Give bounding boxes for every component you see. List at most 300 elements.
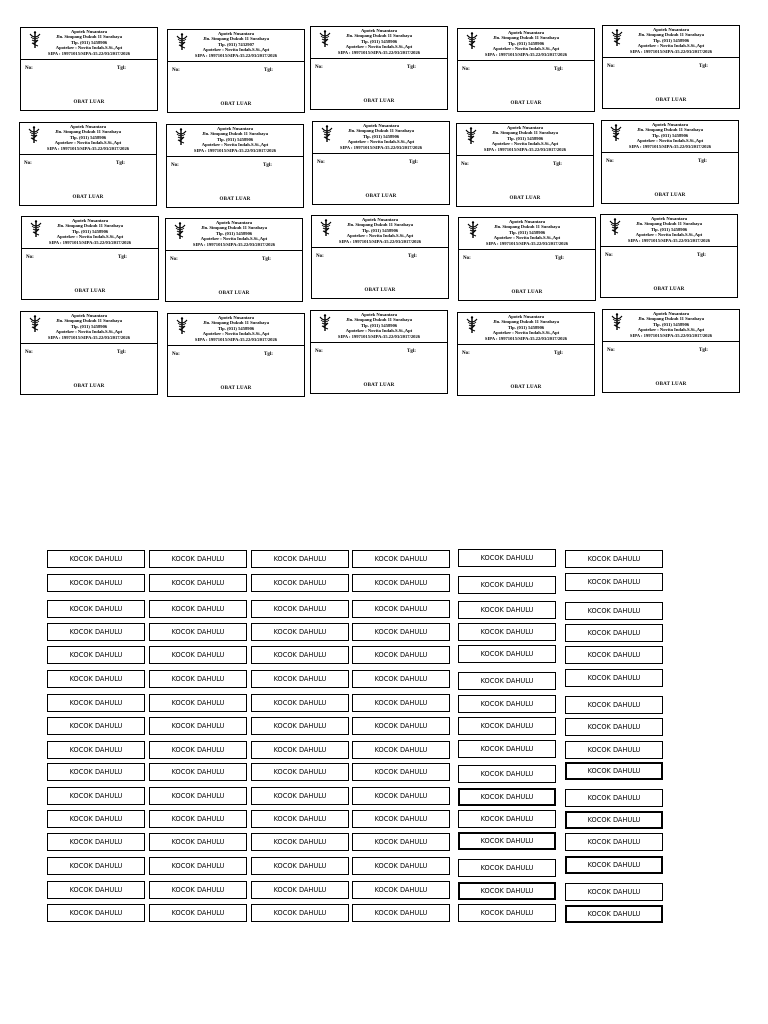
license-number: SIPA : 19971015/SIPA:35.22/03/2017/2026 xyxy=(337,49,421,55)
pharmacist-name: Apoteker : Novita Indah.S.Si.,Apt xyxy=(200,236,268,242)
pharmacy-logo-icon xyxy=(318,219,334,237)
pharmacist-name: Apoteker : Novita Indah.S.Si.,Apt xyxy=(55,45,123,51)
shake-label: KOCOK DAHULU xyxy=(251,717,349,735)
pharmacy-phone: Tlp. (031) 5458906 xyxy=(71,228,109,234)
pharmacist-name: Apoteker : Novita Indah.S.Si.,Apt xyxy=(493,235,561,241)
pharmacist-name: Apoteker : Novita Indah.S.Si.,Apt xyxy=(637,43,705,49)
label-header xyxy=(459,218,595,250)
pharmacy-address: Jln. Simpang Dukuh 11 Surabaya xyxy=(55,129,121,135)
date-field: Tgl: xyxy=(553,162,562,167)
pharmacy-phone: Tlp. (031) 5458906 xyxy=(507,40,545,46)
shake-label: KOCOK DAHULU xyxy=(352,763,450,781)
pharmacy-phone: Tlp. (031) 5458906 xyxy=(651,132,689,138)
date-field: Tgl: xyxy=(697,253,706,258)
shake-label: KOCOK DAHULU xyxy=(565,624,663,642)
license-number: SIPA : 19971015/SIPA:35.22/03/2017/2026 xyxy=(194,52,278,58)
medicine-labels-grid xyxy=(0,0,768,400)
pharmacy-logo-icon xyxy=(463,127,479,145)
shake-label: KOCOK DAHULU xyxy=(47,600,145,618)
pharmacy-phone: Tlp. (031) 5458906 xyxy=(216,136,254,142)
pharmacy-name: Apotek Nusantara xyxy=(506,125,544,130)
external-use-text: OBAT LUAR xyxy=(218,291,250,296)
pharmacy-phone: Tlp. (031) 5458906 xyxy=(70,39,108,45)
pharmacy-logo-icon xyxy=(28,220,44,238)
external-use-text: OBAT LUAR xyxy=(653,287,685,292)
shake-label: KOCOK DAHULU xyxy=(458,623,556,641)
pharmacy-logo-icon xyxy=(174,33,190,51)
license-number: SIPA : 19971015/SIPA:35.22/03/2017/2026 xyxy=(47,334,131,340)
shake-label: KOCOK DAHULU xyxy=(565,811,663,829)
medicine-label xyxy=(602,25,740,109)
no-field: No: xyxy=(315,349,323,354)
no-field: No: xyxy=(461,162,469,167)
shake-label: KOCOK DAHULU xyxy=(47,694,145,712)
pharmacy-logo-icon xyxy=(609,313,625,331)
shake-label: KOCOK DAHULU xyxy=(149,646,247,664)
no-field: No: xyxy=(170,257,178,262)
pharmacist-name: Apoteker : Novita Indah.S.Si.,Apt xyxy=(202,47,270,53)
pharmacist-name: Apoteker : Novita Indah.S.Si.,Apt xyxy=(492,46,560,52)
pharmacy-address: Jln. Simpang Dukuh 11 Surabaya xyxy=(637,127,703,133)
shake-label: KOCOK DAHULU xyxy=(565,646,663,664)
pharmacy-name: Apotek Nusantara xyxy=(71,218,109,223)
date-field: Tgl: xyxy=(407,349,416,354)
pharmacy-address: Jln. Simpang Dukuh 11 Surabaya xyxy=(348,128,414,134)
medicine-label xyxy=(600,214,738,298)
shake-label: KOCOK DAHULU xyxy=(149,694,247,712)
pharmacist-name: Apoteker : Novita Indah.S.Si.,Apt xyxy=(202,331,270,337)
date-field: Tgl: xyxy=(118,255,127,260)
medicine-label xyxy=(312,121,450,205)
date-field: Tgl: xyxy=(117,66,126,71)
medicine-label xyxy=(458,217,596,301)
external-use-text: OBAT LUAR xyxy=(510,385,542,390)
shake-label: KOCOK DAHULU xyxy=(458,740,556,758)
pharmacy-name: Apotek Nusantara xyxy=(217,31,255,36)
pharmacy-logo-icon xyxy=(317,30,333,48)
pharmacist-name: Apoteker : Novita Indah.S.Si.,Apt xyxy=(491,141,559,147)
label-header xyxy=(21,312,157,344)
external-use-text: OBAT LUAR xyxy=(365,194,397,199)
shake-label: KOCOK DAHULU xyxy=(458,576,556,594)
pharmacist-name: Apoteker : Novita Indah.S.Si.,Apt xyxy=(635,232,703,238)
shake-label: KOCOK DAHULU xyxy=(47,646,145,664)
license-number: SIPA : 19971015/SIPA:35.22/03/2017/2026 xyxy=(628,143,712,149)
label-header xyxy=(458,29,594,61)
no-field: No: xyxy=(317,160,325,165)
label-header xyxy=(601,215,737,247)
shake-label: KOCOK DAHULU xyxy=(352,904,450,922)
shake-label: KOCOK DAHULU xyxy=(149,881,247,899)
shake-label: KOCOK DAHULU xyxy=(458,832,556,850)
shake-label: KOCOK DAHULU xyxy=(149,833,247,851)
shake-label: KOCOK DAHULU xyxy=(149,904,247,922)
pharmacy-logo-icon xyxy=(608,124,624,142)
license-number: SIPA : 19971015/SIPA:35.22/03/2017/2026 xyxy=(193,147,277,153)
shake-label: KOCOK DAHULU xyxy=(149,550,247,568)
date-field: Tgl: xyxy=(699,348,708,353)
date-field: Tgl: xyxy=(555,256,564,261)
date-field: Tgl: xyxy=(554,67,563,72)
date-field: Tgl: xyxy=(263,163,272,168)
shake-label: KOCOK DAHULU xyxy=(251,694,349,712)
pharmacist-name: Apoteker : Novita Indah.S.Si.,Apt xyxy=(55,329,123,335)
pharmacy-address: Jln. Simpang Dukuh 11 Surabaya xyxy=(493,319,559,325)
pharmacy-phone: Tlp. (031) 5458906 xyxy=(650,226,688,232)
shake-label: KOCOK DAHULU xyxy=(251,670,349,688)
no-field: No: xyxy=(462,351,470,356)
license-number: SIPA : 19971015/SIPA:35.22/03/2017/2026 xyxy=(629,48,713,54)
label-header xyxy=(458,313,594,345)
license-number: SIPA : 19971015/SIPA:35.22/03/2017/2026 xyxy=(629,332,713,338)
pharmacy-name: Apotek Nusantara xyxy=(69,124,107,129)
license-number: SIPA : 19971015/SIPA:35.22/03/2017/2026 xyxy=(485,240,569,246)
pharmacist-name: Apoteker : Novita Indah.S.Si.,Apt xyxy=(637,327,705,333)
pharmacy-logo-icon xyxy=(172,222,188,240)
shake-label: KOCOK DAHULU xyxy=(47,717,145,735)
shake-label: KOCOK DAHULU xyxy=(565,762,663,780)
shake-label: KOCOK DAHULU xyxy=(458,672,556,690)
license-number: SIPA : 19971015/SIPA:35.22/03/2017/2026 xyxy=(192,241,276,247)
pharmacy-address: Jln. Simpang Dukuh 11 Surabaya xyxy=(638,32,704,38)
label-header xyxy=(603,26,739,58)
pharmacy-address: Jln. Simpang Dukuh 11 Surabaya xyxy=(201,225,267,231)
shake-label: KOCOK DAHULU xyxy=(458,810,556,828)
shake-label: KOCOK DAHULU xyxy=(352,787,450,805)
pharmacy-logo-icon xyxy=(319,125,335,143)
pharmacy-name: Apotek Nusantara xyxy=(507,314,545,319)
shake-label: KOCOK DAHULU xyxy=(565,696,663,714)
medicine-label xyxy=(20,27,158,111)
external-use-text: OBAT LUAR xyxy=(655,98,687,103)
shake-label: KOCOK DAHULU xyxy=(47,574,145,592)
no-field: No: xyxy=(607,348,615,353)
shake-label: KOCOK DAHULU xyxy=(251,810,349,828)
label-header xyxy=(168,314,304,346)
no-field: No: xyxy=(607,64,615,69)
pharmacy-phone: Tlp. (031) 5458906 xyxy=(362,133,400,139)
pharmacy-address: Jln. Simpang Dukuh 11 Surabaya xyxy=(494,224,560,230)
license-number: SIPA : 19971015/SIPA:35.22/03/2017/2026 xyxy=(337,333,421,339)
external-use-text: OBAT LUAR xyxy=(219,197,251,202)
pharmacy-phone: Tlp. (031) 5458906 xyxy=(507,324,545,330)
license-number: SIPA : 19971015/SIPA:35.22/03/2017/2026 xyxy=(338,238,422,244)
external-use-text: OBAT LUAR xyxy=(364,288,396,293)
shake-label: KOCOK DAHULU xyxy=(47,550,145,568)
shake-label: KOCOK DAHULU xyxy=(251,833,349,851)
shake-label: KOCOK DAHULU xyxy=(251,574,349,592)
date-field: Tgl: xyxy=(408,254,417,259)
pharmacist-name: Apoteker : Novita Indah.S.Si.,Apt xyxy=(346,233,414,239)
shake-label: KOCOK DAHULU xyxy=(352,670,450,688)
pharmacy-phone: Tlp. (031) 5458906 xyxy=(360,322,398,328)
pharmacy-logo-icon xyxy=(317,314,333,332)
pharmacy-phone: Tlp. (031) 5458906 xyxy=(70,323,108,329)
shake-label: KOCOK DAHULU xyxy=(352,574,450,592)
label-header xyxy=(21,28,157,60)
date-field: Tgl: xyxy=(554,351,563,356)
shake-label: KOCOK DAHULU xyxy=(352,810,450,828)
pharmacy-address: Jln. Simpang Dukuh 11 Surabaya xyxy=(346,33,412,39)
label-header xyxy=(313,122,449,154)
no-field: No: xyxy=(24,161,32,166)
shake-label: KOCOK DAHULU xyxy=(352,694,450,712)
medicine-label xyxy=(167,29,305,113)
no-field: No: xyxy=(25,350,33,355)
date-field: Tgl: xyxy=(264,68,273,73)
shake-label: KOCOK DAHULU xyxy=(149,670,247,688)
pharmacy-phone: Tlp. (031) 5458906 xyxy=(360,38,398,44)
shake-label: KOCOK DAHULU xyxy=(352,857,450,875)
shake-label: KOCOK DAHULU xyxy=(149,741,247,759)
shake-label: KOCOK DAHULU xyxy=(565,669,663,687)
shake-label: KOCOK DAHULU xyxy=(458,882,556,900)
pharmacy-phone: Tlp. (031) 5458906 xyxy=(506,135,544,141)
pharmacy-phone: Tlp. (031) 7432907 xyxy=(217,41,255,47)
label-header xyxy=(22,217,158,249)
medicine-label xyxy=(166,124,304,208)
no-field: No: xyxy=(316,254,324,259)
shake-label: KOCOK DAHULU xyxy=(47,623,145,641)
label-header xyxy=(166,219,302,251)
shake-label: KOCOK DAHULU xyxy=(565,883,663,901)
shake-label: KOCOK DAHULU xyxy=(47,787,145,805)
shake-label: KOCOK DAHULU xyxy=(251,741,349,759)
shake-label: KOCOK DAHULU xyxy=(149,810,247,828)
shake-label: KOCOK DAHULU xyxy=(251,550,349,568)
medicine-label xyxy=(167,313,305,397)
pharmacy-address: Jln. Simpang Dukuh 11 Surabaya xyxy=(346,317,412,323)
pharmacy-name: Apotek Nusantara xyxy=(650,216,688,221)
pharmacy-logo-icon xyxy=(607,218,623,236)
external-use-text: OBAT LUAR xyxy=(74,289,106,294)
shake-label: KOCOK DAHULU xyxy=(251,787,349,805)
shake-label: KOCOK DAHULU xyxy=(251,857,349,875)
shake-label: KOCOK DAHULU xyxy=(458,904,556,922)
shake-label: KOCOK DAHULU xyxy=(565,602,663,620)
external-use-text: OBAT LUAR xyxy=(72,195,104,200)
label-header xyxy=(311,311,447,343)
shake-label: KOCOK DAHULU xyxy=(149,717,247,735)
no-field: No: xyxy=(25,66,33,71)
shake-label: KOCOK DAHULU xyxy=(352,550,450,568)
pharmacist-name: Apoteker : Novita Indah.S.Si.,Apt xyxy=(636,138,704,144)
shake-label: KOCOK DAHULU xyxy=(47,763,145,781)
label-header xyxy=(603,310,739,342)
label-header xyxy=(457,124,593,156)
shake-label: KOCOK DAHULU xyxy=(251,646,349,664)
shake-label: KOCOK DAHULU xyxy=(458,549,556,567)
pharmacy-logo-icon xyxy=(26,126,42,144)
date-field: Tgl: xyxy=(262,257,271,262)
shake-label: KOCOK DAHULU xyxy=(458,765,556,783)
date-field: Tgl: xyxy=(117,350,126,355)
medicine-label xyxy=(19,122,157,206)
label-header xyxy=(20,123,156,155)
external-use-text: OBAT LUAR xyxy=(363,99,395,104)
medicine-label xyxy=(601,120,739,204)
shake-label: KOCOK DAHULU xyxy=(47,741,145,759)
date-field: Tgl: xyxy=(699,64,708,69)
pharmacy-name: Apotek Nusantara xyxy=(508,219,546,224)
medicine-label xyxy=(456,123,594,207)
pharmacy-phone: Tlp. (031) 5458906 xyxy=(217,325,255,331)
external-use-text: OBAT LUAR xyxy=(655,382,687,387)
license-number: SIPA : 19971015/SIPA:35.22/03/2017/2026 xyxy=(627,237,711,243)
license-number: SIPA : 19971015/SIPA:35.22/03/2017/2026 xyxy=(46,145,130,151)
pharmacy-address: Jln. Simpang Dukuh 11 Surabaya xyxy=(56,34,122,40)
shake-label: KOCOK DAHULU xyxy=(352,646,450,664)
license-number: SIPA : 19971015/SIPA:35.22/03/2017/2026 xyxy=(47,50,131,56)
date-field: Tgl: xyxy=(698,159,707,164)
shake-label: KOCOK DAHULU xyxy=(458,695,556,713)
pharmacy-address: Jln. Simpang Dukuh 11 Surabaya xyxy=(203,36,269,42)
shake-label: KOCOK DAHULU xyxy=(47,881,145,899)
pharmacy-logo-icon xyxy=(464,32,480,50)
shake-label: KOCOK DAHULU xyxy=(149,574,247,592)
no-field: No: xyxy=(172,68,180,73)
pharmacy-name: Apotek Nusantara xyxy=(507,30,545,35)
shake-label: KOCOK DAHULU xyxy=(251,623,349,641)
shake-label: KOCOK DAHULU xyxy=(458,717,556,735)
label-header xyxy=(311,27,447,59)
shake-label: KOCOK DAHULU xyxy=(149,763,247,781)
pharmacy-address: Jln. Simpang Dukuh 11 Surabaya xyxy=(57,223,123,229)
shake-label: KOCOK DAHULU xyxy=(251,600,349,618)
pharmacy-phone: Tlp. (031) 5458906 xyxy=(215,230,253,236)
pharmacy-phone: Tlp. (031) 5458906 xyxy=(508,229,546,235)
date-field: Tgl: xyxy=(407,65,416,70)
pharmacy-address: Jln. Simpang Dukuh 11 Surabaya xyxy=(203,320,269,326)
pharmacy-name: Apotek Nusantara xyxy=(362,123,400,128)
shake-labels-grid xyxy=(0,540,768,940)
license-number: SIPA : 19971015/SIPA:35.22/03/2017/2026 xyxy=(194,336,278,342)
label-header xyxy=(312,216,448,248)
pharmacy-name: Apotek Nusantara xyxy=(652,27,690,32)
pharmacy-logo-icon xyxy=(465,221,481,239)
shake-label: KOCOK DAHULU xyxy=(565,833,663,851)
external-use-text: OBAT LUAR xyxy=(220,102,252,107)
pharmacist-name: Apoteker : Novita Indah.S.Si.,Apt xyxy=(345,44,413,50)
shake-label: KOCOK DAHULU xyxy=(458,859,556,877)
pharmacist-name: Apoteker : Novita Indah.S.Si.,Apt xyxy=(347,139,415,145)
pharmacy-logo-icon xyxy=(173,128,189,146)
shake-label: KOCOK DAHULU xyxy=(251,881,349,899)
pharmacist-name: Apoteker : Novita Indah.S.Si.,Apt xyxy=(54,140,122,146)
license-number: SIPA : 19971015/SIPA:35.22/03/2017/2026 xyxy=(339,144,423,150)
license-number: SIPA : 19971015/SIPA:35.22/03/2017/2026 xyxy=(484,51,568,57)
no-field: No: xyxy=(171,163,179,168)
pharmacist-name: Apoteker : Novita Indah.S.Si.,Apt xyxy=(56,234,124,240)
external-use-text: OBAT LUAR xyxy=(73,100,105,105)
shake-label: KOCOK DAHULU xyxy=(47,810,145,828)
shake-label: KOCOK DAHULU xyxy=(565,573,663,591)
medicine-label xyxy=(457,28,595,112)
shake-label: KOCOK DAHULU xyxy=(565,718,663,736)
pharmacy-address: Jln. Simpang Dukuh 11 Surabaya xyxy=(492,130,558,136)
pharmacy-address: Jln. Simpang Dukuh 11 Surabaya xyxy=(638,316,704,322)
shake-label: KOCOK DAHULU xyxy=(352,881,450,899)
no-field: No: xyxy=(172,352,180,357)
no-field: No: xyxy=(26,255,34,260)
date-field: Tgl: xyxy=(409,160,418,165)
pharmacy-address: Jln. Simpang Dukuh 11 Surabaya xyxy=(493,35,559,41)
medicine-label xyxy=(165,218,303,302)
shake-label: KOCOK DAHULU xyxy=(352,741,450,759)
date-field: Tgl: xyxy=(264,352,273,357)
pharmacist-name: Apoteker : Novita Indah.S.Si.,Apt xyxy=(201,142,269,148)
license-number: SIPA : 19971015/SIPA:35.22/03/2017/2026 xyxy=(483,146,567,152)
shake-label: KOCOK DAHULU xyxy=(565,789,663,807)
pharmacist-name: Apoteker : Novita Indah.S.Si.,Apt xyxy=(345,328,413,334)
shake-label: KOCOK DAHULU xyxy=(458,645,556,663)
no-field: No: xyxy=(462,67,470,72)
medicine-label xyxy=(21,216,159,300)
external-use-text: OBAT LUAR xyxy=(363,383,395,388)
pharmacy-address: Jln. Simpang Dukuh 11 Surabaya xyxy=(202,131,268,137)
shake-label: KOCOK DAHULU xyxy=(565,741,663,759)
shake-label: KOCOK DAHULU xyxy=(149,857,247,875)
pharmacy-name: Apotek Nusantara xyxy=(216,126,254,131)
shake-label: KOCOK DAHULU xyxy=(352,833,450,851)
pharmacy-name: Apotek Nusantara xyxy=(652,311,690,316)
medicine-label xyxy=(20,311,158,395)
external-use-text: OBAT LUAR xyxy=(654,193,686,198)
shake-label: KOCOK DAHULU xyxy=(352,623,450,641)
shake-label: KOCOK DAHULU xyxy=(149,623,247,641)
pharmacy-address: Jln. Simpang Dukuh 11 Surabaya xyxy=(636,221,702,227)
no-field: No: xyxy=(606,159,614,164)
medicine-label xyxy=(602,309,740,393)
pharmacy-name: Apotek Nusantara xyxy=(217,315,255,320)
shake-label: KOCOK DAHULU xyxy=(47,857,145,875)
shake-label: KOCOK DAHULU xyxy=(458,601,556,619)
no-field: No: xyxy=(463,256,471,261)
medicine-label xyxy=(457,312,595,396)
shake-label: KOCOK DAHULU xyxy=(565,905,663,923)
pharmacy-name: Apotek Nusantara xyxy=(361,217,399,222)
pharmacy-logo-icon xyxy=(27,31,43,49)
pharmacy-phone: Tlp. (031) 5458906 xyxy=(361,227,399,233)
medicine-label xyxy=(310,26,448,110)
label-header xyxy=(602,121,738,153)
pharmacy-name: Apotek Nusantara xyxy=(360,312,398,317)
pharmacy-logo-icon xyxy=(174,317,190,335)
pharmacy-name: Apotek Nusantara xyxy=(360,28,398,33)
pharmacy-logo-icon xyxy=(27,315,43,333)
no-field: No: xyxy=(605,253,613,258)
medicine-label xyxy=(311,215,449,299)
external-use-text: OBAT LUAR xyxy=(73,384,105,389)
shake-label: KOCOK DAHULU xyxy=(352,717,450,735)
shake-label: KOCOK DAHULU xyxy=(47,833,145,851)
pharmacy-phone: Tlp. (031) 5458906 xyxy=(69,134,107,140)
shake-label: KOCOK DAHULU xyxy=(565,856,663,874)
pharmacy-logo-icon xyxy=(609,29,625,47)
external-use-text: OBAT LUAR xyxy=(511,290,543,295)
pharmacy-name: Apotek Nusantara xyxy=(70,313,108,318)
shake-label: KOCOK DAHULU xyxy=(149,787,247,805)
shake-label: KOCOK DAHULU xyxy=(458,788,556,806)
no-field: No: xyxy=(315,65,323,70)
shake-label: KOCOK DAHULU xyxy=(149,600,247,618)
pharmacist-name: Apoteker : Novita Indah.S.Si.,Apt xyxy=(492,330,560,336)
shake-label: KOCOK DAHULU xyxy=(47,670,145,688)
pharmacy-name: Apotek Nusantara xyxy=(215,220,253,225)
pharmacy-phone: Tlp. (031) 5458906 xyxy=(652,37,690,43)
license-number: SIPA : 19971015/SIPA:35.22/03/2017/2026 xyxy=(48,239,132,245)
pharmacy-name: Apotek Nusantara xyxy=(651,122,689,127)
